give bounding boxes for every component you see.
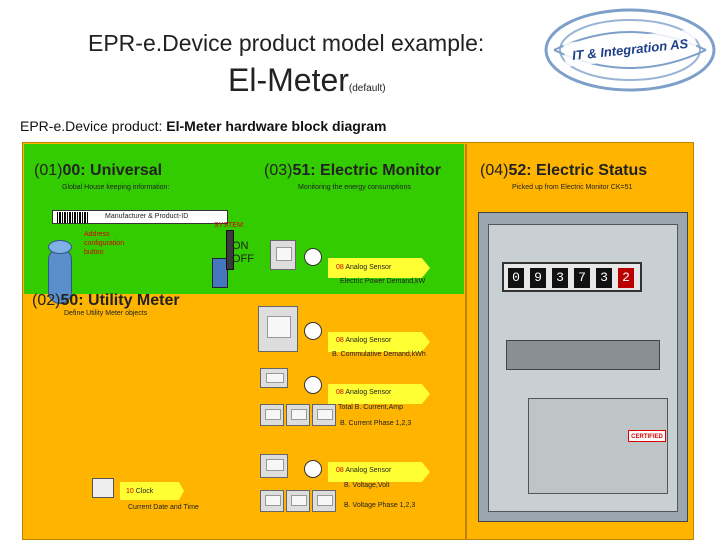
sensor-4-desc2: B. Voltage Phase 1,2,3 xyxy=(344,502,416,509)
meter-disc xyxy=(506,340,660,370)
sensor-4-label: 08 Analog Sensor xyxy=(336,467,392,474)
sensor-4-desc: B. Voltage,Volt xyxy=(344,482,390,489)
ammeter-icon xyxy=(286,404,310,426)
meter-nameplate xyxy=(528,398,668,494)
clock-desc: Current Date and Time xyxy=(128,504,199,511)
sensor-2-desc: B. Commulative Demand,kWh xyxy=(332,351,426,358)
ammeter-icon xyxy=(312,404,336,426)
clock-label: 10 Clock xyxy=(126,488,154,495)
barcode-label-box xyxy=(52,210,228,224)
counter-digit: 2 xyxy=(618,268,634,288)
subtitle-prefix: EPR-e.Device product: xyxy=(20,118,163,134)
electric-monitor-desc: Monitoring the energy consumptions xyxy=(298,184,411,191)
product-name-text: El-Meter xyxy=(228,62,349,98)
sensor-icon xyxy=(304,376,322,394)
electric-status-heading: (04)52: Electric Status xyxy=(480,162,648,179)
system-label: SYSTEM: xyxy=(214,222,245,229)
counter-digit: 7 xyxy=(574,268,590,288)
voltmeter-icon xyxy=(312,490,336,512)
sensor-icon xyxy=(304,460,322,478)
sensor-1-label: 08 Analog Sensor xyxy=(336,264,392,271)
product-name xyxy=(228,62,386,99)
barcode-label: Manufacturer & Product-ID xyxy=(105,213,189,220)
clock-icon xyxy=(92,478,114,498)
address-button-top-icon xyxy=(48,240,72,254)
counter-digit: 3 xyxy=(596,268,612,288)
sensor-3-label: 08 Analog Sensor xyxy=(336,389,392,396)
logo-text: IT & Integration AS xyxy=(571,35,689,64)
electric-monitor-heading: (03)51: Electric Monitor xyxy=(264,162,441,179)
panel-divider xyxy=(465,144,467,540)
sensor-icon xyxy=(304,248,322,266)
on-label: ON xyxy=(232,240,249,252)
voltmeter-icon xyxy=(260,454,288,478)
subtitle-bold: El-Meter hardware block diagram xyxy=(166,118,387,134)
certified-badge: CERTIFIED xyxy=(628,430,666,442)
company-logo xyxy=(542,6,718,94)
diagram-subtitle xyxy=(20,118,386,134)
ammeter-icon xyxy=(260,368,288,388)
electric-status-desc: Picked up from Electric Monitor CK=51 xyxy=(512,184,633,191)
barcode-icon xyxy=(57,212,89,223)
sensor-3-desc: Total B. Current,Amp xyxy=(338,404,403,411)
sensor-3-desc2: B. Current Phase 1,2,3 xyxy=(340,420,412,427)
off-label: OFF xyxy=(232,253,254,265)
utility-meter-desc: Define Utility Meter objects xyxy=(64,310,148,317)
page-title: EPR-e.Device product model example: xyxy=(88,30,485,56)
counter-digit: 9 xyxy=(530,268,546,288)
product-name-suffix: (default) xyxy=(348,83,386,94)
meter-counter xyxy=(502,262,642,292)
address-label: Address configuration button xyxy=(84,231,125,256)
sensor-2-label: 08 Analog Sensor xyxy=(336,337,392,344)
sensor-1-desc: Electric Power Demand,kW xyxy=(340,278,426,285)
universal-desc: Global House keeping information: xyxy=(62,184,170,191)
sensor-icon xyxy=(304,322,322,340)
voltmeter-icon xyxy=(260,490,284,512)
counter-digit: 0 xyxy=(508,268,524,288)
counter-digit: 3 xyxy=(552,268,568,288)
kwh-meter-icon xyxy=(258,306,298,352)
power-meter-icon xyxy=(270,240,296,270)
voltmeter-icon xyxy=(286,490,310,512)
universal-heading: (01)00: Universal xyxy=(34,162,163,179)
ammeter-icon xyxy=(260,404,284,426)
utility-meter-heading: (02)50: Utility Meter xyxy=(32,292,180,309)
